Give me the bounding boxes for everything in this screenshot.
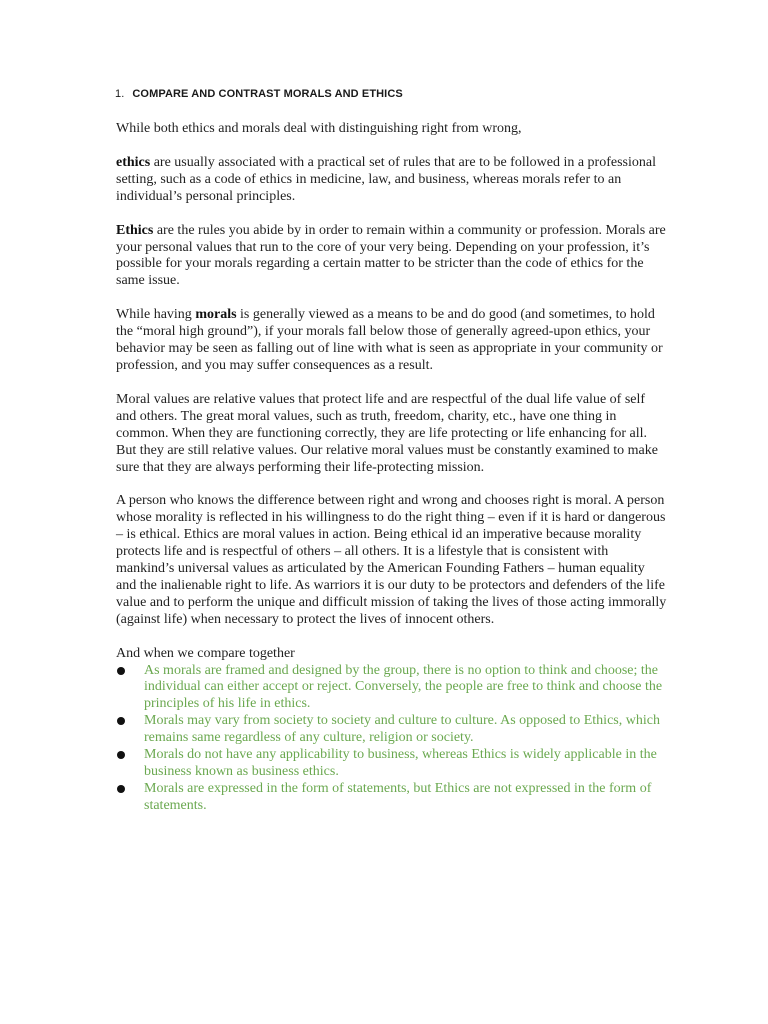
bullet-dot-icon — [117, 667, 125, 675]
paragraph-compare-intro: And when we compare together — [116, 645, 295, 661]
heading-title: COMPARE AND CONTRAST MORALS AND ETHICS — [132, 88, 403, 100]
list-item: As morals are framed and designed by the group, there is no option to think and choose; the individual can either accept or reject. Conversely, the people are free to think and choose the principles of his life in ethics. — [116, 663, 668, 714]
paragraph-ethics-rules: Ethics are the rules you abide by in order to remain within a community or profession. Morals are your personal values that run to the core of your very being. Depending on your profession, it’s possible for your morals regarding a certain matter to be stricter than the code of ethics for the same issue. — [116, 222, 666, 289]
bold-term-ethics: ethics — [116, 154, 151, 170]
paragraph-person-moral: A person who knows the difference between right and wrong and chooses right is moral. A person whose morality is reflected in his willingness to do the right thing – even if it is hard or dangerous – is ethical. Ethics are moral values in action. Being ethical id an imperative because morality protects life and is respectful of others – all others. It is a lifestyle that is consistent with mankind’s universal values as articulated by the American Founding Fathers – human equality and the inalienable right to life. As warriors it is our duty to be protectors and defenders of the life value and to perform the unique and difficult mission of taking the lives of those acting immorally (against life) when necessary to protect the lives of innocent others. — [116, 493, 667, 627]
comparison-bullet-list — [116, 663, 668, 815]
bullet-dot-icon — [117, 717, 125, 725]
paragraph-ethics-definition: ethics are usually associated with a practical set of rules that are to be followed in a professional setting, such as a code of ethics in medicine, law, and business, whereas morals refer to an individual’s personal principles. — [116, 154, 656, 204]
paragraph-moral-values: Moral values are relative values that protect life and are respectful of the dual life value of self and others. The great moral values, such as truth, freedom, charity, etc., have one thing in common. When they are functioning correctly, they are life protecting or life enhancing for all. But they are still relative values. Our relative moral values must be constantly examined to make sure that they are always performing their life-protecting mission. — [116, 391, 658, 475]
bold-term-ethics-capital: Ethics — [116, 222, 154, 238]
section-heading — [115, 88, 403, 100]
bold-term-morals: morals — [195, 307, 237, 323]
paragraph-morals: While having morals is generally viewed as a means to be and do good (and sometimes, to hold the “moral high ground”), if your morals fall below those of generally agreed-upon ethics, your behavior may be seen as falling out of line with what is seen as appropriate in your community or profession, and you may suffer consequences as a result. — [116, 307, 663, 373]
list-item: Morals do not have any applicability to business, whereas Ethics is widely applicable in the business known as business ethics. — [116, 747, 668, 781]
bullet-dot-icon — [117, 785, 125, 793]
paragraph-intro: While both ethics and morals deal with distinguishing right from wrong, — [116, 121, 522, 136]
document-body — [116, 121, 668, 815]
bullet-dot-icon — [117, 751, 125, 759]
heading-number: 1. — [115, 88, 125, 100]
list-item: Morals are expressed in the form of statements, but Ethics are not expressed in the form of statements. — [116, 781, 668, 815]
list-item: Morals may vary from society to society and culture to culture. As opposed to Ethics, which remains same regardless of any culture, religion or society. — [116, 713, 668, 747]
